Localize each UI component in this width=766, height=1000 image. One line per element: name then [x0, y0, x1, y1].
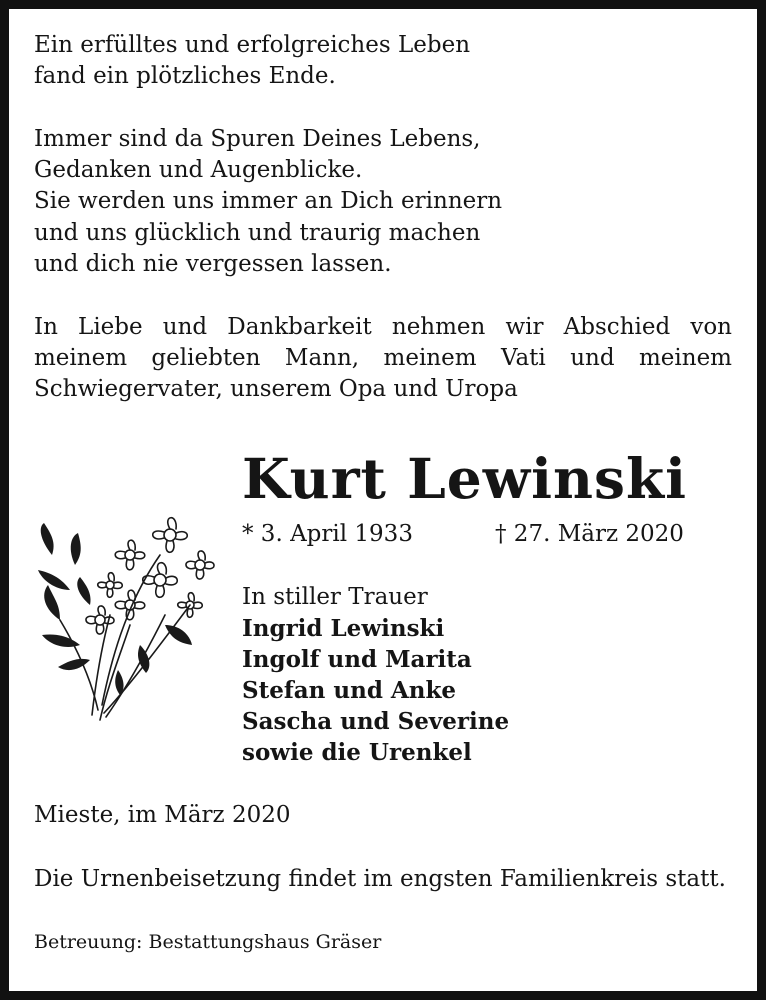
mourner-name: Stefan und Anke: [242, 677, 457, 704]
mourner-name: Ingrid Lewinski: [242, 615, 445, 642]
poem-line: Ein erfülltes und erfolgreiches Leben: [34, 32, 471, 58]
poem-line: und dich nie vergessen lassen.: [34, 251, 392, 277]
place-date: Mieste, im März 2020: [34, 802, 291, 828]
deceased-name: Kurt Lewinski: [242, 446, 687, 511]
poem-line: fand ein plötzliches Ende.: [34, 63, 336, 89]
mourner-name: Ingolf und Marita: [242, 646, 472, 673]
farewell-line: Schwiegervater, unserem Opa und Uropa: [34, 376, 518, 402]
poem-line: und uns glücklich und traurig machen: [34, 220, 481, 246]
mourners-intro: In stiller Trauer: [242, 584, 428, 610]
farewell-line: meinem geliebten Mann, meinem Vati und meinem: [34, 345, 732, 371]
farewell-line: In Liebe und Dankbarkeit nehmen wir Abschied von: [34, 314, 732, 340]
mourner-name: sowie die Urenkel: [242, 739, 472, 766]
birth-date: * 3. April 1933: [242, 521, 413, 547]
death-date: † 27. März 2020: [495, 521, 684, 547]
flower-bouquet-icon: [30, 495, 230, 725]
burial-note: Die Urnenbeisetzung findet im engsten Familienkreis statt.: [34, 866, 726, 892]
mourner-name: Sascha und Severine: [242, 708, 510, 735]
poem-line: Gedanken und Augenblicke.: [34, 157, 363, 183]
poem-line: Sie werden uns immer an Dich erinnern: [34, 188, 503, 214]
farewell-paragraph: [34, 312, 732, 405]
care-note: Betreuung: Bestattungshaus Gräser: [34, 931, 382, 953]
poem-line: Immer sind da Spuren Deines Lebens,: [34, 126, 481, 152]
